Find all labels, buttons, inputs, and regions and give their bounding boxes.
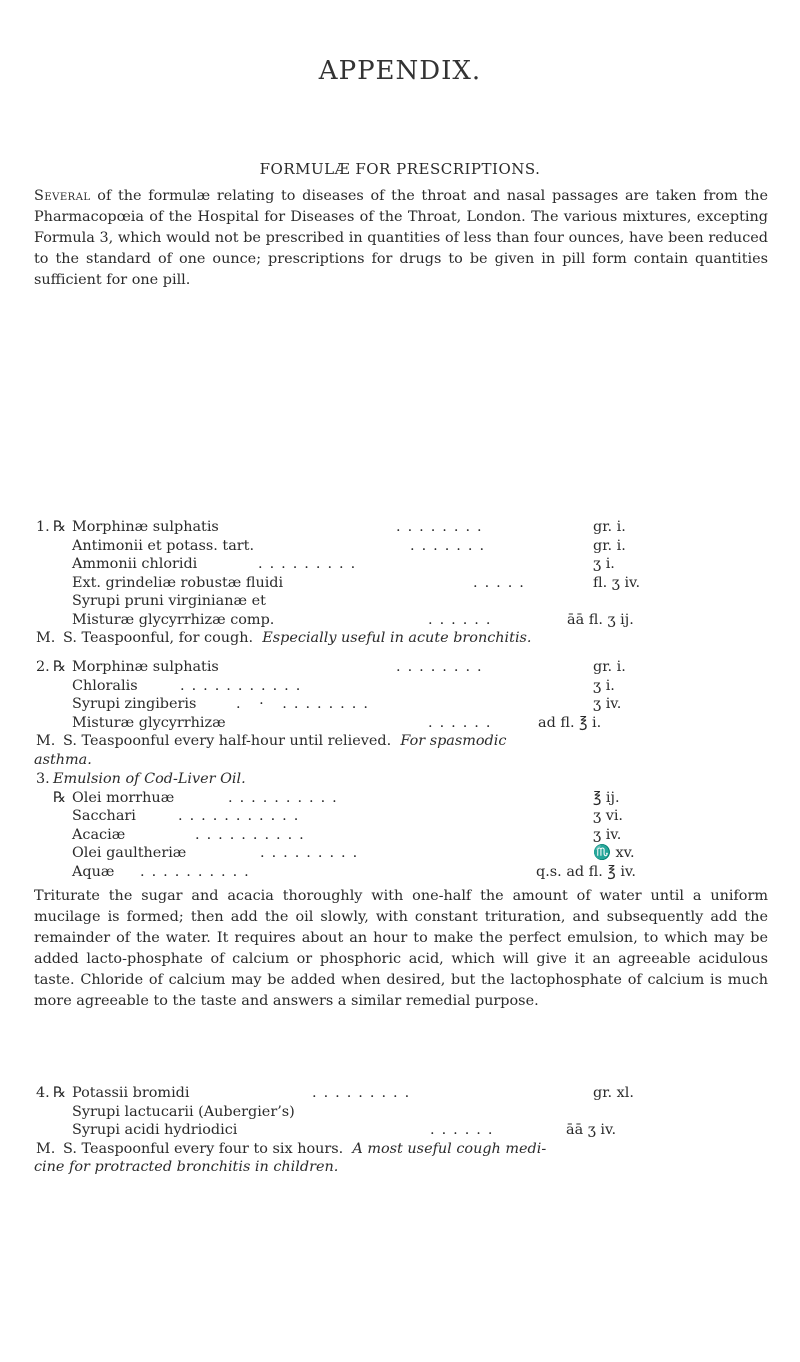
ingredient-quantity: āā ʒ iv. [566, 1122, 617, 1138]
ingredient-quantity: ʒ iv. [593, 696, 622, 712]
formula-note: Especially useful in acute bronchitis. [262, 630, 532, 646]
ingredient-name: Syrupi acidi hydriodici [72, 1122, 238, 1138]
formula-2 [0, 658, 800, 769]
ingredient-name: Potassii bromidi [72, 1085, 190, 1101]
leader-dots: ...... [430, 1122, 500, 1138]
ingredient-name: Olei morrhuæ [72, 789, 175, 806]
leader-dots: ....... [410, 537, 492, 554]
ingredient-name: Syrupi zingiberis [72, 696, 197, 712]
directions [36, 1140, 546, 1159]
formula-note: A most useful cough medi- [352, 1140, 547, 1157]
ingredient-quantity: ʒ vi. [593, 808, 624, 824]
ingredient-quantity: ʒ iv. [593, 826, 622, 843]
ingredient-quantity: ℥ ij. [593, 789, 620, 806]
recipe-symbol: ℞ [53, 519, 66, 535]
ingredient-quantity: q.s. ad fl. ℥ iv. [536, 863, 636, 880]
leader-dots: . · ........ [236, 696, 375, 712]
ingredient-name: Misturæ glycyrrhizæ [72, 714, 226, 731]
emulsion-instructions: Triturate the sugar and acacia thoroughly with one-half the amount of water until a uniform mucilage is formed; then add the oil slowly, with constant trituration, and subsequently add the remainder of the water. It requires about an hour to make the perfect emulsion, to which may be added lacto-phosphate of calcium or phosphoric acid, which will give it an agreeable acidulous taste. Chloride of calcium may be added when desired, but the lactophosphate of calcium is much more agreeable to the taste and answers a similar remedial purpose. [34, 888, 768, 1009]
leader-dots: ........ [396, 519, 489, 535]
formula-note-continued: cine for protracted bronchitis in children. [34, 1159, 339, 1175]
mix-mark: M. [36, 1140, 56, 1157]
leader-dots: ........ [396, 659, 489, 675]
ingredient-quantity: gr. xl. [593, 1085, 634, 1101]
formula-note: For spasmodic [400, 733, 507, 749]
formula-number: 4. [36, 1085, 50, 1101]
ingredient-quantity: ʒ i. [593, 677, 615, 694]
formula-number: 3. [36, 771, 50, 787]
formula-heading: Emulsion of Cod-Liver Oil. [53, 771, 246, 787]
directions [36, 732, 506, 751]
ingredient-quantity: ʒ i. [593, 556, 615, 572]
ingredient-quantity: ad fl. ℥ i. [538, 714, 602, 731]
ingredient-quantity: āā fl. ʒ ij. [567, 611, 634, 628]
leader-dots: ......... [312, 1085, 417, 1101]
leader-dots: ......... [260, 845, 365, 861]
recipe-symbol: ℞ [53, 789, 66, 806]
leader-dots: ...... [428, 611, 498, 628]
intro-text: of the formulæ relating to diseases of the throat and nasal passages are taken from the Pharmacopœia of the Hospital for Diseases of the Throat, London. The various mixtures, excepting Formula 3, which would not be prescribed in quantities of less than four ounces, have been reduced to the standard of one ounce; prescriptions for drugs to be given in pill form contain quantities sufficient for one pill. [34, 188, 768, 288]
leader-dots: ......... [258, 556, 363, 572]
ingredient-name: Aquæ [72, 863, 115, 880]
ingredient-name: Syrupi lactucarii (Aubergier’s) [72, 1103, 295, 1120]
ingredient-name: Chloralis [72, 677, 138, 694]
ingredient-quantity: gr. i. [593, 537, 626, 554]
ingredient-quantity: ♏ xv. [593, 845, 635, 861]
directions-text: S. Teaspoonful, for cough. [63, 630, 254, 646]
intro-lead-word: Several [34, 188, 91, 204]
formula-note-continued: asthma. [34, 751, 92, 768]
page-title: APPENDIX. [318, 56, 482, 86]
leader-dots: ...... [428, 714, 498, 731]
directions-text: S. Teaspoonful every four to six hours. [63, 1140, 344, 1157]
intro-paragraph [34, 186, 768, 291]
formula-1 [0, 518, 800, 648]
ingredient-name: Ammonii chloridi [72, 556, 198, 572]
formula-number: 2. [36, 659, 50, 675]
recipe-symbol: ℞ [53, 1085, 66, 1101]
mix-mark: M. [36, 733, 56, 749]
ingredient-name: Olei gaultheriæ [72, 845, 187, 861]
formula-3 [0, 770, 800, 881]
leader-dots: ........... [178, 808, 306, 824]
ingredient-name: Acaciæ [72, 826, 126, 843]
section-title: FORMULÆ FOR PRESCRIPTIONS. [259, 160, 541, 178]
ingredient-name: Antimonii et potass. tart. [72, 537, 255, 554]
ingredient-quantity: fl. ʒ iv. [593, 574, 641, 591]
recipe-symbol: ℞ [53, 659, 66, 675]
ingredient-name: Syrupi pruni virginianæ et [72, 593, 266, 609]
leader-dots: ..... [473, 574, 531, 591]
ingredient-name: Misturæ glycyrrhizæ comp. [72, 611, 275, 628]
leader-dots: .......... [140, 863, 256, 880]
ingredient-quantity: gr. i. [593, 659, 626, 675]
ingredient-name: Morphinæ sulphatis [72, 519, 219, 535]
directions-text: S. Teaspoonful every half-hour until relieved. [63, 733, 392, 749]
leader-dots: ........... [180, 677, 308, 694]
directions [36, 629, 532, 648]
ingredient-quantity: gr. i. [593, 519, 626, 535]
ingredient-name: Ext. grindeliæ robustæ fluidi [72, 574, 284, 591]
leader-dots: .......... [228, 789, 344, 806]
mix-mark: M. [36, 630, 56, 646]
ingredient-name: Sacchari [72, 808, 136, 824]
formula-4 [0, 1084, 800, 1177]
leader-dots: .......... [195, 826, 311, 843]
ingredient-name: Morphinæ sulphatis [72, 659, 219, 675]
formula-number: 1. [36, 519, 50, 535]
